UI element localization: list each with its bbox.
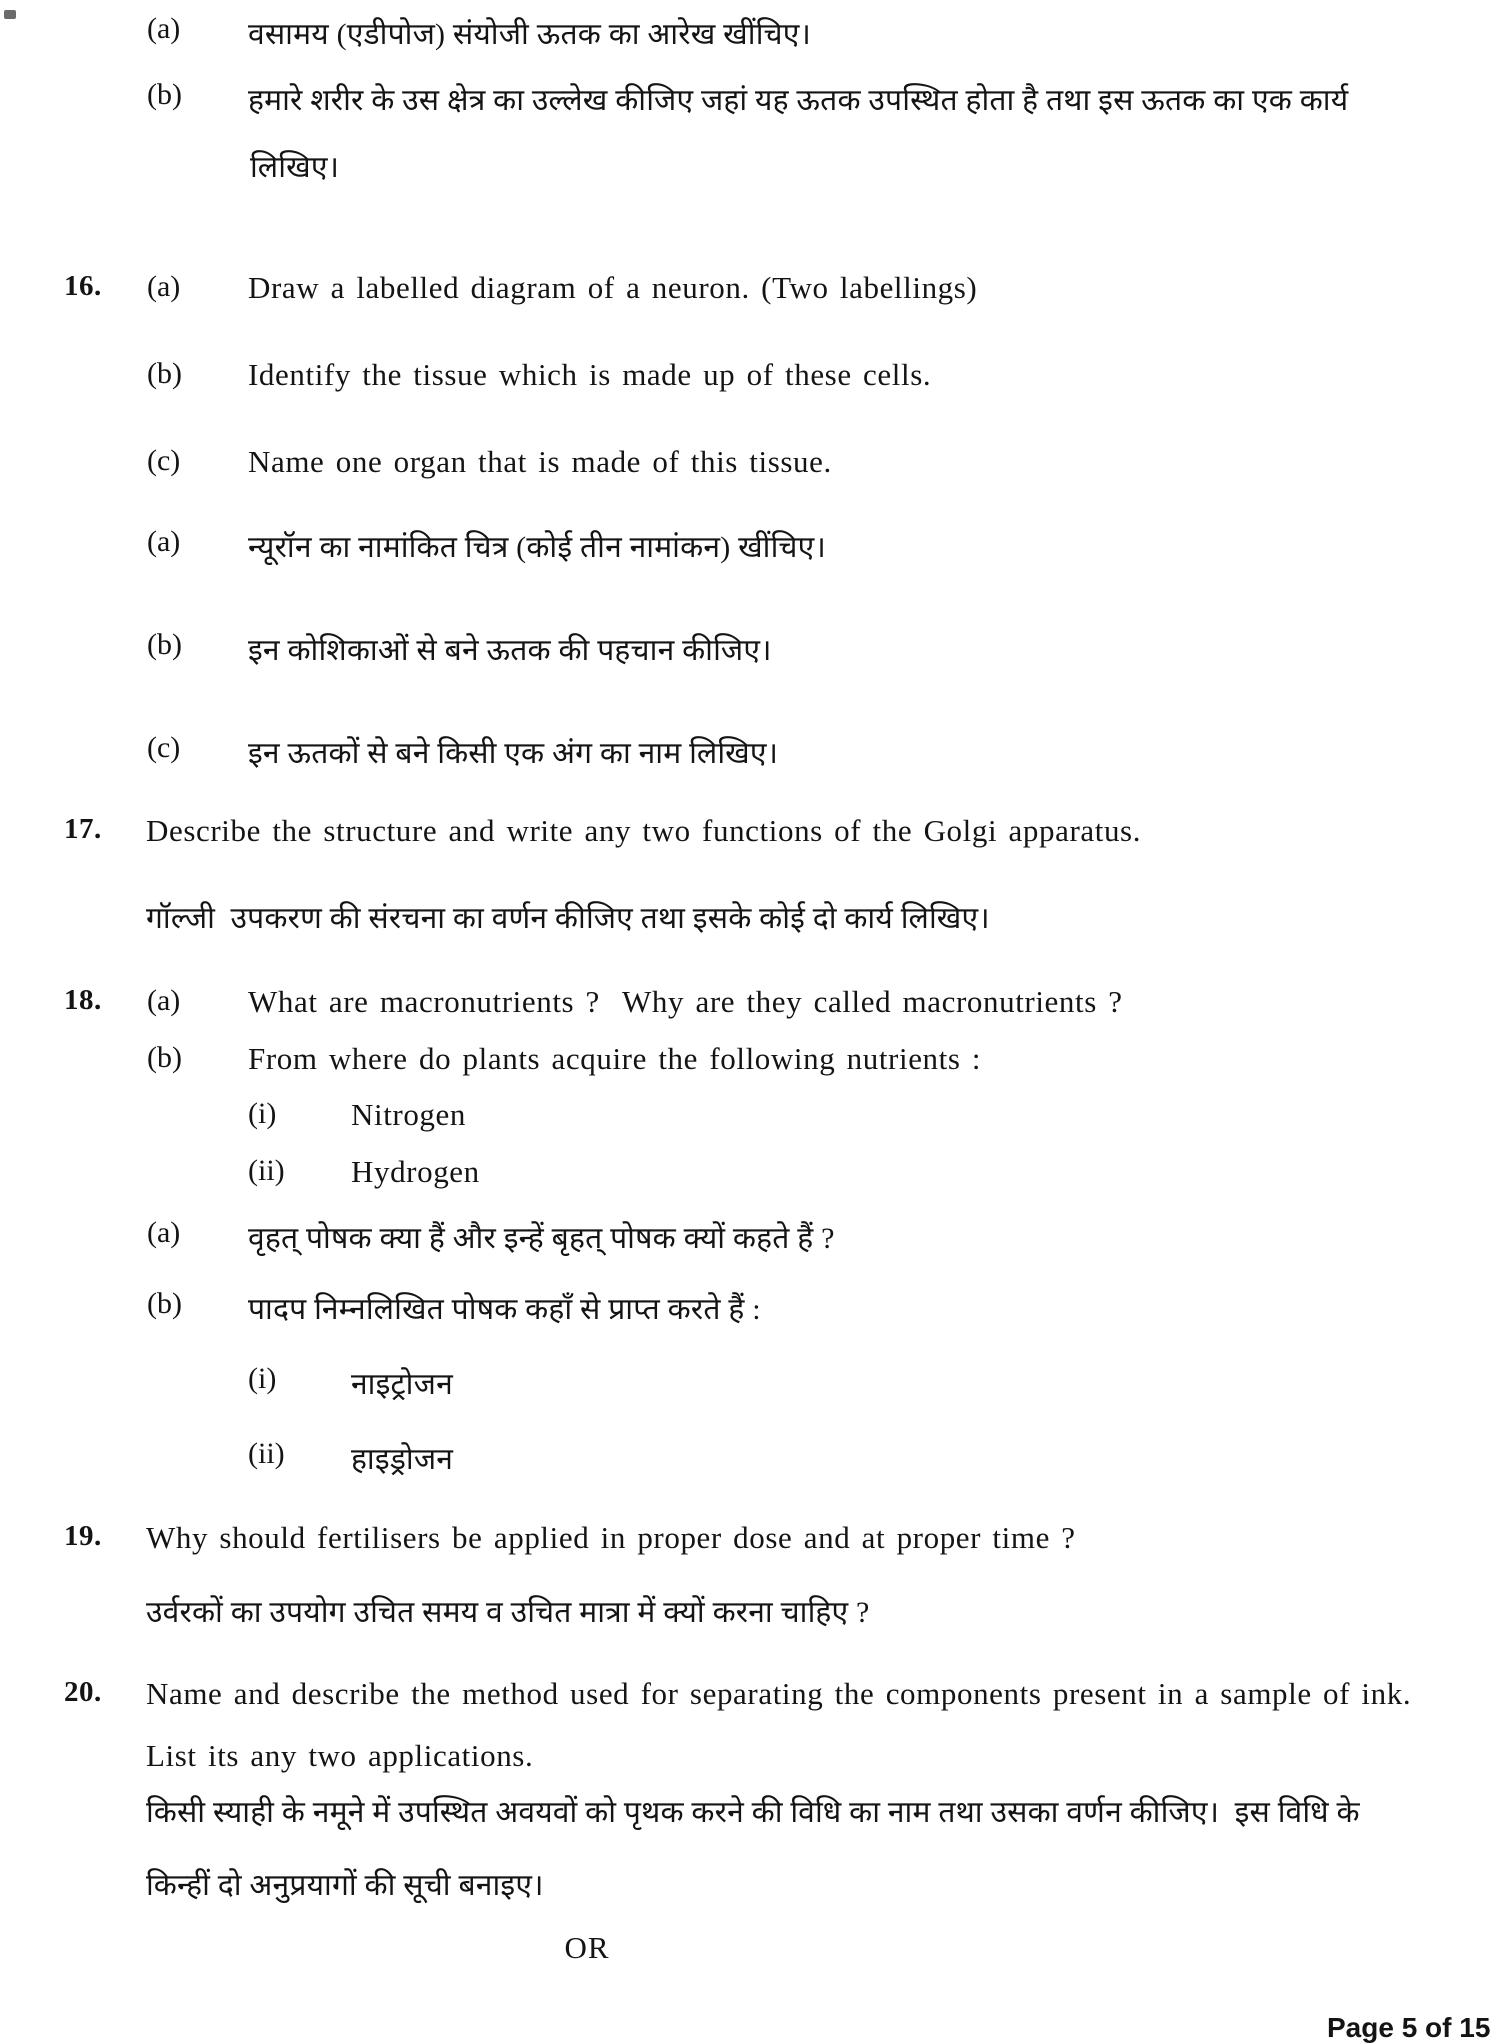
question-text: पादप निम्नलिखित पोषक कहाँ से प्राप्त करते हैं : [248,1293,761,1326]
item-marker: (b) [147,78,182,111]
question-line [0,357,1505,403]
question-number: 19. [64,1520,102,1552]
question-line [0,145,1505,191]
question-text: Name and describe the method used for separating the components present in a sample of ink. [146,1676,1412,1711]
question-text: Why should fertilisers be applied in proper dose and at proper time ? [146,1520,1076,1555]
item-marker: (b) [147,1287,182,1320]
item-marker: (ii) [248,1154,285,1187]
question-line [0,1437,1505,1483]
question-line [0,1216,1505,1262]
item-marker: (i) [248,1362,277,1395]
question-number: 17. [64,813,102,845]
question-text: वसामय (एडीपोज) संयोजी ऊतक का आरेख खींचिए। [248,18,812,51]
question-text: Draw a labelled diagram of a neuron. (Two labellings) [248,270,978,305]
item-marker: (c) [147,731,181,764]
item-marker: (a) [147,270,181,303]
question-line [0,12,1505,58]
question-line [0,444,1505,490]
question-text: किन्हीं दो अनुप्रयागों की सूची बनाइए। [146,1869,544,1902]
or-separator: OR [564,1930,610,1965]
question-text: Identify the tissue which is made up of these cells. [248,357,932,392]
item-marker: (b) [147,1041,182,1074]
question-line [0,1520,1505,1566]
question-text: List its any two applications. [146,1738,534,1773]
question-text: Nitrogen [351,1097,466,1132]
item-marker: (i) [248,1097,277,1130]
question-line [0,525,1505,571]
question-text: Hydrogen [351,1154,480,1189]
question-line [0,1863,1505,1909]
question-line [0,628,1505,674]
item-marker: (c) [147,444,181,477]
item-marker: (b) [147,628,182,661]
item-marker: (a) [147,984,181,1017]
item-marker: (a) [147,525,181,558]
question-line [0,731,1505,777]
question-line [0,896,1505,942]
question-text: Describe the structure and write any two functions of the Golgi apparatus. [146,813,1142,848]
question-text: हाइड्रोजन [351,1443,454,1476]
question-text: उर्वरकों का उपयोग उचित समय व उचित मात्रा में क्यों करना चाहिए ? [146,1596,870,1629]
item-marker: (a) [147,1216,181,1249]
question-line [0,1154,1505,1200]
item-marker: (ii) [248,1437,285,1470]
page-number-footer: Page 5 of 15 [1327,2012,1491,2043]
question-text: नाइट्रोजन [351,1368,453,1401]
question-number: 20. [64,1676,102,1708]
question-line [0,1790,1505,1836]
question-line [0,813,1505,859]
question-text: गॉल्जी उपकरण की संरचना का वर्णन कीजिए तथा इसके कोई दो कार्य लिखिए। [146,902,990,935]
question-text: From where do plants acquire the following nutrients : [248,1041,982,1076]
question-line [0,1738,1505,1784]
question-number: 16. [64,270,102,302]
question-text: वृहत् पोषक क्या हैं और इन्हें बृहत् पोषक क्यों कहते हैं ? [248,1222,835,1255]
question-text: हमारे शरीर के उस क्षेत्र का उल्लेख कीजिए जहां यह ऊतक उपस्थित होता है तथा इस ऊतक का एक कार्य [248,84,1349,117]
question-line [0,1362,1505,1408]
item-marker: (a) [147,12,181,45]
question-number: 18. [64,984,102,1016]
item-marker: (b) [147,357,182,390]
question-text: न्यूरॉन का नामांकित चित्र (कोई तीन नामांकन) खींचिए। [248,531,827,564]
question-text: किसी स्याही के नमूने में उपस्थित अवयवों को पृथक करने की विधि का नाम तथा उसका वर्णन कीजिए। इस विधि के [146,1796,1360,1829]
question-text: What are macronutrients ? Why are they called macronutrients ? [248,984,1123,1019]
question-line [0,78,1505,124]
question-text: इन ऊतकों से बने किसी एक अंग का नाम लिखिए। [248,737,779,770]
question-text: इन कोशिकाओं से बने ऊतक की पहचान कीजिए। [248,634,772,667]
question-line [0,984,1505,1030]
question-line [0,1041,1505,1087]
question-text: लिखिए। [250,151,340,184]
question-text: Name one organ that is made of this tissue. [248,444,832,479]
question-line [0,1590,1505,1636]
question-line [0,270,1505,316]
question-line [0,1097,1505,1143]
question-line [0,1676,1505,1722]
question-line [0,1287,1505,1333]
